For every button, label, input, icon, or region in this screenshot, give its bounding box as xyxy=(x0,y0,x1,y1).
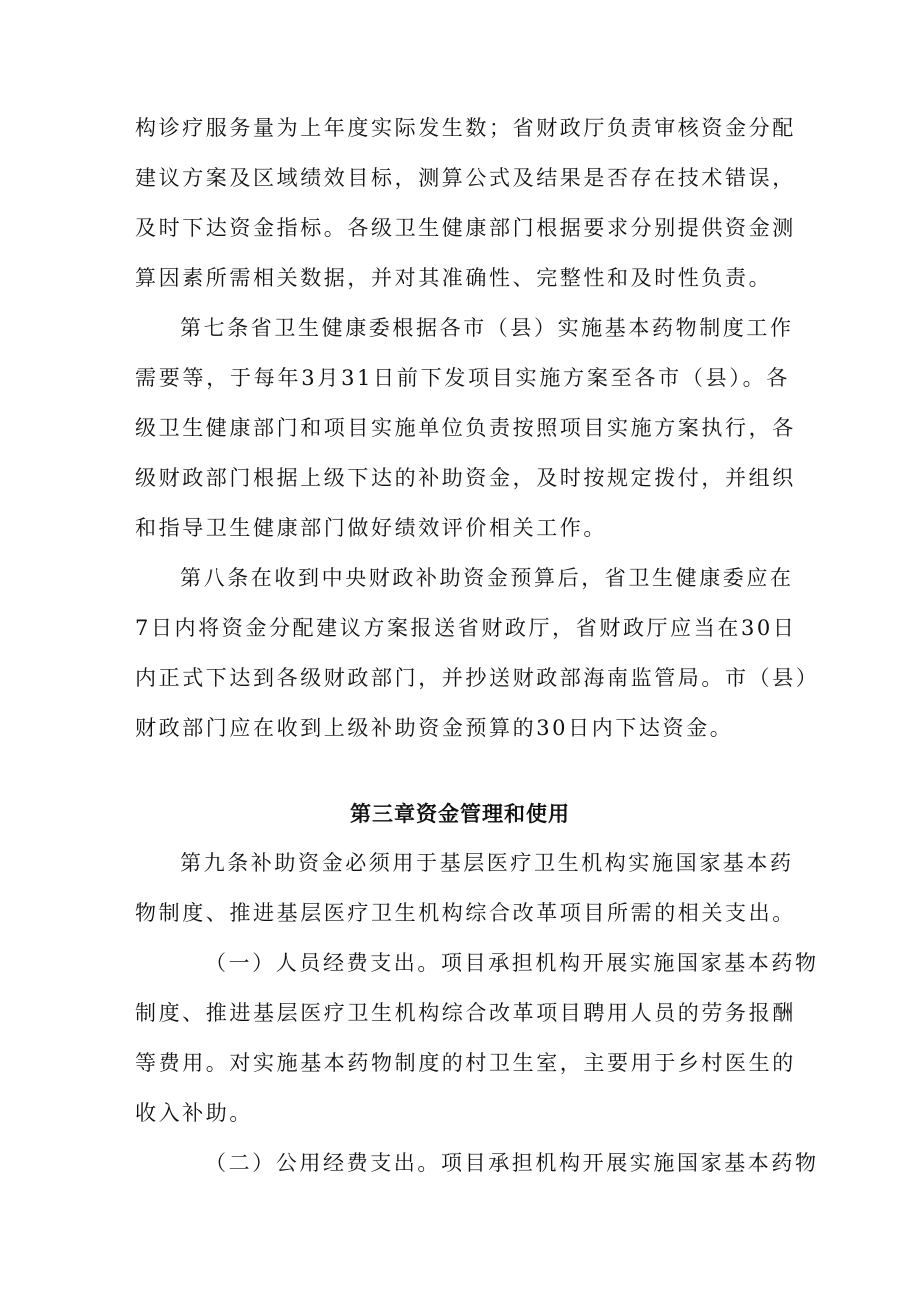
body-line: 建议方案及区域绩效目标，测算公式及结果是否存在技术错误， xyxy=(135,166,796,190)
item-1-first-line: （一）人员经费支出。项目承担机构开展实施国家基本药物 xyxy=(205,951,819,975)
article-8-first-line: 第八条在收到中央财政补助资金预算后，省卫生健康委应在 xyxy=(180,566,794,590)
body-line: 和指导卫生健康部门做好绩效评价相关工作。 xyxy=(135,516,607,540)
article-9-first-line: 第九条补助资金必须用于基层医疗卫生机构实施国家基本药 xyxy=(180,851,794,875)
body-line: 物制度、推进基层医疗卫生机构综合改革项目所需的相关支出。 xyxy=(135,901,796,925)
body-line: 算因素所需相关数据，并对其准确性、完整性和及时性负责。 xyxy=(135,266,773,290)
body-line: 构诊疗服务量为上年度实际发生数；省财政厅负责审核资金分配 xyxy=(135,116,796,140)
body-line: 收入补助。 xyxy=(135,1101,253,1125)
body-line: 级卫生健康部门和项目实施单位负责按照项目实施方案执行，各 xyxy=(135,416,796,440)
body-line: 级财政部门根据上级下达的补助资金，及时按规定拨付，并组织 xyxy=(135,466,796,490)
body-line: 7日内将资金分配建议方案报送省财政厅，省财政厅应当在30日 xyxy=(135,616,797,640)
body-line: 内正式下达到各级财政部门，并抄送财政部海南监管局。市（县） xyxy=(135,666,820,690)
body-line: 及时下达资金指标。各级卫生健康部门根据要求分别提供资金测 xyxy=(135,216,796,240)
item-2-first-line: （二）公用经费支出。项目承担机构开展实施国家基本药物 xyxy=(205,1151,819,1175)
body-line: 制度、推进基层医疗卫生机构综合改革项目聘用人员的劳务报酬 xyxy=(135,1001,796,1025)
body-line: 需要等，于每年3月31日前下发项目实施方案至各市（县）。各 xyxy=(135,366,790,390)
chapter-heading: 第三章资金管理和使用 xyxy=(350,802,570,826)
body-line: 等费用。对实施基本药物制度的村卫生室，主要用于乡村医生的 xyxy=(135,1051,796,1075)
article-7-first-line: 第七条省卫生健康委根据各市（县）实施基本药物制度工作 xyxy=(180,316,794,340)
body-line: 财政部门应在收到上级补助资金预算的30日内下达资金。 xyxy=(135,716,734,740)
